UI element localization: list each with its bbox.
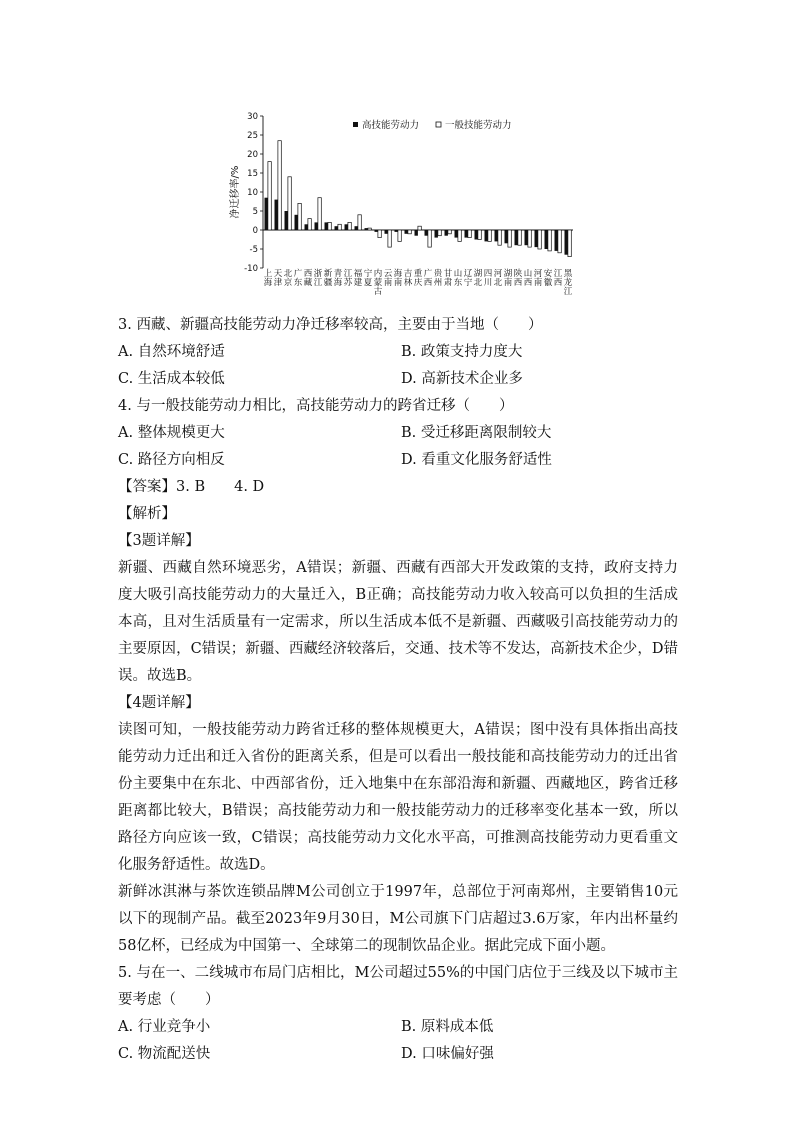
bar-general-skill: [388, 230, 391, 247]
q3-option-c: C. 生活成本较低: [118, 371, 225, 387]
bar-high-skill: [435, 230, 438, 238]
q3-options-row1: [118, 339, 678, 366]
x-tick-label: 天津: [273, 269, 283, 288]
x-tick-label: 河北: [493, 269, 503, 288]
x-tick-label: 河南: [533, 269, 543, 288]
bar-general-skill: [548, 230, 551, 251]
bar-high-skill: [265, 198, 268, 230]
x-tick-label: 青海: [333, 269, 343, 288]
bar-high-skill: [355, 226, 358, 230]
x-tick-label: 浙江: [313, 269, 323, 288]
q5-option-b: B. 原料成本低: [401, 1019, 494, 1035]
bar-general-skill: [428, 230, 431, 247]
legend-swatch-high-skill: [353, 122, 358, 127]
bar-high-skill: [395, 230, 398, 232]
q3-option-b: B. 政策支持力度大: [401, 344, 523, 360]
bar-high-skill: [275, 200, 278, 230]
chart-axes: [244, 112, 573, 274]
bar-general-skill: [348, 222, 351, 230]
x-tick-label: 吉林: [403, 269, 413, 288]
y-tick-label: 25: [247, 131, 258, 141]
q3-options-row2: [118, 366, 678, 393]
legend-swatch-general-skill: [436, 122, 441, 127]
q4-stem: 4. 与一般技能劳动力相比，高技能劳动力的跨省迁移（ ）: [118, 398, 514, 414]
bar-high-skill: [295, 215, 298, 230]
x-tick-label: 贵州: [433, 269, 443, 288]
bar-high-skill: [325, 222, 328, 230]
bar-high-skill: [445, 230, 448, 236]
x-tick-label: 江苏: [343, 269, 353, 288]
y-tick-label: 0: [252, 226, 258, 236]
bar-general-skill: [528, 230, 531, 247]
bar-high-skill: [515, 230, 518, 245]
bar-general-skill: [358, 215, 361, 230]
bar-general-skill: [418, 226, 421, 230]
bar-general-skill: [368, 228, 371, 230]
x-tick-label: 江西: [553, 269, 563, 288]
chart-bars: [265, 141, 572, 257]
q5-options-row2: [118, 1041, 678, 1068]
q5-option-a: A. 行业竞争小: [118, 1019, 211, 1035]
x-tick-label: 内蒙古: [373, 269, 383, 297]
q5-stem: 5. 与在一、二线城市布局门店相比，M公司超过55%的中国门店位于三线及以下城市主要考虑（ ）: [118, 965, 678, 1008]
bar-high-skill: [485, 230, 488, 241]
bar-general-skill: [558, 230, 561, 253]
bar-high-skill: [525, 230, 528, 245]
q3-stem: 3. 西藏、新疆高技能劳动力净迁移率较高，主要由于当地（ ）: [118, 317, 543, 333]
x-tick-label: 湖北: [473, 269, 483, 288]
q3-detail-label: 【3题详解】: [118, 533, 200, 549]
bar-high-skill: [455, 230, 458, 238]
bar-general-skill: [538, 230, 541, 249]
x-tick-label: 新疆: [323, 269, 333, 288]
bar-high-skill: [365, 228, 368, 230]
x-tick-label: 宁夏: [363, 269, 373, 288]
y-tick-label: -10: [244, 264, 258, 274]
x-tick-label: 黑龙江: [563, 269, 573, 297]
bar-general-skill: [448, 230, 451, 234]
bar-high-skill: [285, 211, 288, 230]
bar-general-skill: [518, 230, 521, 245]
x-tick-label: 云南: [383, 269, 393, 288]
bar-high-skill: [405, 230, 408, 234]
q4-options-row1: [118, 420, 678, 447]
bar-general-skill: [308, 219, 311, 230]
x-tick-label: 四川: [483, 269, 493, 288]
y-tick-label: 15: [247, 169, 258, 179]
bar-high-skill: [465, 230, 468, 238]
bar-general-skill: [318, 198, 321, 230]
x-tick-labels: [264, 268, 573, 297]
answer-line: 【答案】3. B 4. D: [118, 479, 265, 495]
x-tick-label: 甘肃: [443, 269, 453, 288]
x-tick-label: 湖南: [503, 269, 513, 288]
intro-paragraph: 新鲜冰淇淋与茶饮连锁品牌M公司创立于1997年，总部位于河南郑州，主要销售10元以下的现制产品。截至2023年9月30日，M公司旗下门店超过3.6万家，年内出杯量约58亿杯，已经成为中国第一、全球第二的现制饮品企业。据此完成下面小题。: [118, 884, 678, 954]
x-tick-label: 广西: [423, 269, 433, 288]
y-tick-label: 10: [247, 188, 258, 198]
bar-high-skill: [505, 230, 508, 243]
y-tick-label: 20: [247, 150, 258, 160]
bar-high-skill: [565, 230, 568, 255]
y-axis-label: [228, 166, 241, 219]
bar-high-skill: [315, 222, 318, 230]
bar-high-skill: [415, 230, 418, 236]
bar-general-skill: [328, 222, 331, 230]
legend-label-high-skill: 高技能劳动力: [362, 120, 420, 131]
bar-general-skill: [288, 177, 291, 230]
x-tick-label: 广东: [293, 269, 303, 288]
q3-option-d: D. 高新技术企业多: [401, 371, 523, 387]
analysis-label: 【解析】: [118, 506, 176, 522]
q5-option-c: C. 物流配送快: [118, 1046, 211, 1062]
bar-general-skill: [508, 230, 511, 247]
bar-general-skill: [498, 230, 501, 245]
bar-general-skill: [298, 203, 301, 230]
bar-high-skill: [555, 230, 558, 251]
bar-high-skill: [545, 230, 548, 249]
bar-general-skill: [378, 230, 381, 238]
x-tick-label: 辽宁: [463, 269, 473, 288]
bar-general-skill: [408, 230, 411, 234]
bar-general-skill: [568, 230, 571, 257]
q4-options-row2: [118, 447, 678, 474]
q4-option-d: D. 看重文化服务舒适性: [401, 452, 552, 468]
x-tick-label: 北京: [283, 269, 293, 288]
x-tick-label: 安徽: [543, 269, 553, 288]
bar-high-skill: [425, 230, 428, 236]
q5-option-d: D. 口味偏好强: [401, 1046, 494, 1062]
x-tick-label: 福建: [353, 269, 363, 288]
migration-bar-chart: [228, 106, 578, 304]
q5-options-row1: [118, 1014, 678, 1041]
q4-detail-label: 【4题详解】: [118, 695, 200, 711]
x-tick-label: 陕西: [513, 269, 523, 288]
bar-high-skill: [305, 224, 308, 230]
bar-high-skill: [475, 230, 478, 240]
bar-general-skill: [468, 230, 471, 238]
bar-general-skill: [278, 141, 281, 230]
x-tick-label: 重庆: [413, 269, 423, 288]
bar-general-skill: [478, 230, 481, 240]
bar-high-skill: [375, 230, 378, 232]
q3-detail-text: 新疆、西藏自然环境恶劣，A错误；新疆、西藏有西部大开发政策的支持，政府支持力度大吸引高技能劳动力的大量迁入，B正确；高技能劳动力收入较高可以负担的生活成本高，且对生活质量有一定需求，所以生活成本低不是新疆、西藏吸引高技能劳动力的主要原因，C错误；新疆、西藏经济较落后，交通、技术等不发达，高新技术企少，D错误。故选B。: [118, 560, 678, 684]
bar-high-skill: [535, 230, 538, 247]
q3-option-a: A. 自然环境舒适: [118, 344, 225, 360]
y-tick-label: 5: [252, 207, 258, 217]
chart-legend: [353, 119, 512, 131]
bar-general-skill: [488, 230, 491, 241]
y-tick-label: 30: [247, 112, 258, 122]
legend-label-general-skill: 一般技能劳动力: [445, 120, 512, 131]
bar-general-skill: [438, 230, 441, 236]
bar-general-skill: [268, 162, 271, 230]
q4-option-a: A. 整体规模更大: [118, 425, 225, 441]
x-tick-label: 山西: [523, 269, 533, 288]
x-tick-label: 上海: [263, 269, 273, 288]
q4-option-c: C. 路径方向相反: [118, 452, 225, 468]
q4-option-b: B. 受迁移距离限制较大: [401, 425, 552, 441]
bar-general-skill: [398, 230, 401, 241]
y-tick-label: -5: [249, 245, 258, 255]
bar-high-skill: [345, 224, 348, 230]
bar-general-skill: [458, 230, 461, 241]
x-tick-label: 海南: [393, 269, 403, 288]
y-axis-title: 净迁移率/%: [230, 165, 241, 219]
x-tick-label: 山东: [453, 269, 463, 288]
bar-high-skill: [335, 226, 338, 230]
bar-general-skill: [338, 224, 341, 230]
bar-high-skill: [385, 230, 388, 234]
x-tick-label: 西藏: [303, 269, 313, 288]
q4-detail-text: 读图可知，一般技能劳动力跨省迁移的整体规模更大，A错误；图中没有具体指出高技能劳动力迁出和迁入省份的距离关系，但是可以看出一般技能和高技能劳动力的迁出省份主要集中在东北、中西部省份，迁入地集中在东部沿海和新疆、西藏地区，跨省迁移距离都比较大，B错误；高技能劳动力和一般技能劳动力的迁移率变化基本一致，所以路径方向应该一致，C错误；高技能劳动力文化水平高，可推测高技能劳动力更看重文化服务舒适性。故选D。: [118, 722, 678, 873]
bar-high-skill: [495, 230, 498, 241]
